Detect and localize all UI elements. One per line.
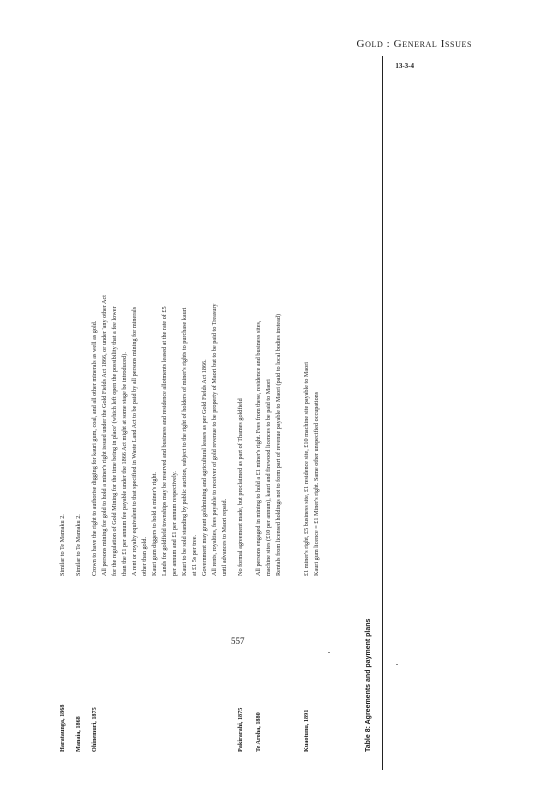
- row-description: [254, 56, 284, 576]
- page-number: 557: [231, 636, 245, 646]
- row-line: Lands for goldfield townships may be reserved and business and residence allotments leased at the rate of £5: [161, 306, 168, 576]
- row-line: Similar to Te Mamaku 2.: [75, 514, 82, 576]
- row-line: at £1 5s per tree.: [191, 534, 198, 576]
- scan-speck: [396, 664, 398, 665]
- row-name: Manaia, 1868: [75, 716, 82, 752]
- row-line: for the regulation of Gold Mining for the time being in place' (which left open the possibility that a fee lower: [111, 306, 118, 576]
- row-line: All rents, royalties, fees payable to receiver of gold revenue to be property of Maori but to be paid to Treasury: [211, 303, 218, 576]
- row-line: until advances to Maori repaid.: [221, 498, 228, 576]
- row-line: Crown to have the right to authorise digging for kauri gum, coal, and all other minerals as well as gold.: [91, 320, 98, 576]
- row-line: Government may grant goldmining and agricultural leases as per Gold Fields Act 1866.: [201, 359, 208, 576]
- row-line: Kauri gum diggers to hold a miner's right.: [151, 472, 158, 576]
- row-name: Te Aroha, 1880: [255, 712, 262, 752]
- row-line: No formal agreement made, but proclaimed as part of Thames goldfield: [237, 398, 244, 576]
- row-name: Pakirarahi, 1875: [237, 707, 244, 752]
- row-line: A rent or royalty equivalent to that specified in Waste Land Act to be paid by all persons mining for minerals: [131, 306, 138, 576]
- row-name: Ohinemuri, 1875: [91, 707, 98, 752]
- row-line: Similar to Te Mamaku 2.: [59, 514, 66, 576]
- row-line: Rentals from licensed holdings not to form part of revenue payable to Maori (paid to local bodies instead): [275, 313, 282, 576]
- row-description: [90, 56, 230, 576]
- row-line: £1 miner's right, £5 business site, £1 residence site, £10 machine site payable to Maori: [303, 361, 310, 576]
- row-name: Kuaotunu, 1891: [303, 709, 310, 752]
- scan-speck: [328, 652, 330, 653]
- row-line: per annum and £1 per annum respectively.: [171, 471, 178, 576]
- row-description: [302, 56, 322, 576]
- table-caption: Table 8: Agreements and payment plans: [365, 618, 372, 752]
- section-reference: 13-3-4: [395, 62, 414, 70]
- row-description: [236, 56, 246, 576]
- row-line: than the £1 per annum fee payable under the 1866 Act might at some stage be introduced).: [121, 352, 128, 576]
- rotated-table: [58, 52, 388, 752]
- row-line: other than gold.: [141, 536, 148, 576]
- row-description: [74, 56, 84, 576]
- row-line: All persons engaged in mining to hold a £1 miner's right. Fees from these, residence and business sites,: [255, 320, 262, 576]
- row-line: Kauri to be sold standing by public auction, subject to the right of holders of miner's rights to purchase kauri: [181, 307, 188, 576]
- row-description: [58, 56, 68, 576]
- row-line: machine sites (£10 per annum), kauri and firewood licences to be paid to Maori: [265, 379, 272, 576]
- row-line: All persons mining for gold to hold a miner's right issued under the Gold Fields Act 1866, or under 'any other Act: [101, 295, 108, 576]
- row-name: Harataunga, 1868: [59, 704, 66, 752]
- running-header: Gold : General Issues: [356, 38, 472, 50]
- row-line: Kauri gum licence = £1 Miner's right. Same other unspecified occupations: [313, 391, 320, 576]
